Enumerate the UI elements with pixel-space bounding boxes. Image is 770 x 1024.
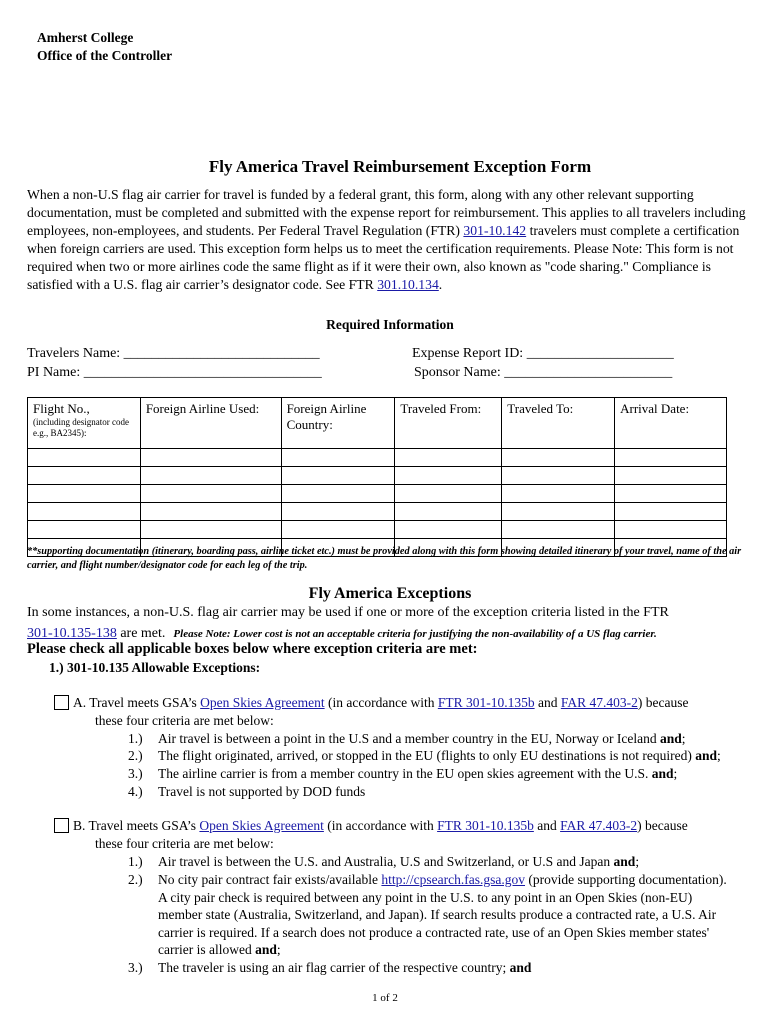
option-b-label: B. Travel meets GSA’s Open Skies Agreement (in accordance with FTR 301-10.135b and FAR 47.403-2) because [73,818,688,833]
header-traveled-from: Traveled From: [395,398,502,449]
intro-paragraph [27,186,747,294]
list-item-number: 2.) [128,872,143,887]
trip-table [27,397,727,557]
list-item-number: 3.) [128,960,143,975]
exceptions-text-2: are met. [116,626,166,641]
list-item-continuation: carrier is allowed and; [158,942,281,957]
list-item: No city pair contract fair exists/available http://cpsearch.fas.gsa.gov (provide supporting documentation). [158,872,727,887]
option-a-checkbox[interactable] [54,695,69,710]
list-item: Air travel is between the U.S. and Australia, U.S and Switzerland, or U.S and Japan and; [158,854,640,869]
table-row[interactable] [28,503,727,521]
flight-no-note: (including designator code e.g., BA2345): [33,417,129,438]
documentation-note: **supporting documentation (itinerary, boarding pass, airline ticket etc.) must be provided along with this form showing detailed itinerary of your travel, name of the air carrier, and flight number/designator code for each leg of the trip. [27,546,742,571]
travelers-name-field[interactable]: Travelers Name: ____________________________ [27,346,320,361]
header-arrival-date: Arrival Date: [615,398,727,449]
page-number: 1 of 2 [372,992,398,1004]
list-item-continuation: carrier is required. If a search does not produce a contracted rate, use of an Open Skies member states' [158,925,710,940]
header-foreign-airline: Foreign Airline Used: [140,398,281,449]
list-item-continuation: member state (Australia, Switzerland, and Japan). If search results produce a contracted rate, a U.S. Air [158,907,717,922]
table-row[interactable] [28,467,727,485]
intro-text-1: When a non-U.S flag air carrier for travel is funded by a federal grant, this form, along with any other relevant supporting documentation, must be completed and submitted with the expense report for reimbursement. This applies to all travelers including employees, non-employees, and students. Per Federal Travel Regulation (FTR) [27,187,746,238]
ftr-link-301-10-142[interactable]: 301-10.142 [463,223,527,238]
exceptions-line-2 [27,624,657,642]
list-item-continuation: A city pair check is required between any point in the U.S. to any point in an Open Skies (non-EU) [158,890,693,905]
table-row[interactable] [28,449,727,467]
list-item-number: 3.) [128,766,143,781]
sponsor-name-field[interactable]: Sponsor Name: ________________________ [414,365,673,380]
option-a-label: A. Travel meets GSA’s Open Skies Agreement (in accordance with FTR 301-10.135b and FAR 47.403-2) because [73,695,689,710]
list-item-number: 1.) [128,731,143,746]
section-allowable-exceptions: 1.) 301-10.135 Allowable Exceptions: [49,660,261,675]
intro-text-3: . [438,277,443,292]
exceptions-intro: In some instances, a non-U.S. flag air carrier may be used if one or more of the exception criteria listed in the FTR [27,605,669,620]
header-traveled-to: Traveled To: [502,398,615,449]
table-row[interactable] [28,485,727,503]
list-item-number: 1.) [128,854,143,869]
pi-name-field[interactable]: PI Name: __________________________________ [27,365,322,380]
far-47-403-2-link[interactable]: FAR 47.403-2 [560,695,638,710]
list-item: Travel is not supported by DOD funds [158,784,366,799]
office-name: Office of the Controller [37,48,173,63]
open-skies-link[interactable]: Open Skies Agreement [199,818,324,833]
list-item: The traveler is using an air flag carrier of the respective country; and [158,960,532,975]
exceptions-heading: Fly America Exceptions [308,585,472,602]
ftr-135b-link[interactable]: FTR 301-10.135b [437,695,535,710]
option-a-line-2: these four criteria are met below: [95,713,274,728]
trip-table-header [28,398,727,449]
form-title: Fly America Travel Reimbursement Exception Form [208,157,592,176]
org-name: Amherst College [37,30,134,45]
cpsearch-link[interactable]: http://cpsearch.fas.gsa.gov [381,872,526,887]
option-b-checkbox[interactable] [54,818,69,833]
intro-text-2: travelers must complete a certification when foreign carriers are used. This exception form helps us to meet the certification requirements. Please Note: This form is not required when two or more airlines code the same flight as if it were their own, also known as "code sharing." Compliance is satisfied with a U.S. flag air carrier’s designator code. See FTR [27,223,740,292]
expense-report-id-field[interactable]: Expense Report ID: _____________________ [412,346,674,361]
list-item-number: 2.) [128,748,143,763]
list-item: Air travel is between a point in the U.S and a member country in the EU, Norway or Iceland and; [158,731,686,746]
list-item-number: 4.) [128,784,143,799]
header-airline-country: Foreign Airline Country: [281,398,395,449]
open-skies-link[interactable]: Open Skies Agreement [200,695,325,710]
table-row[interactable] [28,521,727,539]
check-all-instruction: Please check all applicable boxes below where exception criteria are met: [27,641,478,657]
lower-cost-note: Please Note: Lower cost is not an acceptable criteria for justifying the non-availability of a US flag carrier. [173,628,657,640]
list-item: The flight originated, arrived, or stopped in the EU (flights to only EU destinations is not required) and; [158,748,721,763]
header-flight-no: Flight No., (including designator code e.g., BA2345): [28,398,141,449]
required-info-heading: Required Information [326,317,454,332]
ftr-link-301-10-135-138[interactable]: 301-10.135-138 [27,626,117,641]
ftr-135b-link[interactable]: FTR 301-10.135b [437,818,534,833]
far-47-403-2-link[interactable]: FAR 47.403-2 [560,818,638,833]
list-item: The airline carrier is from a member country in the EU open skies agreement with the U.S. and; [158,766,678,781]
ftr-link-301-10-134[interactable]: 301.10.134 [377,277,439,292]
option-b-line-2: these four criteria are met below: [95,836,274,851]
